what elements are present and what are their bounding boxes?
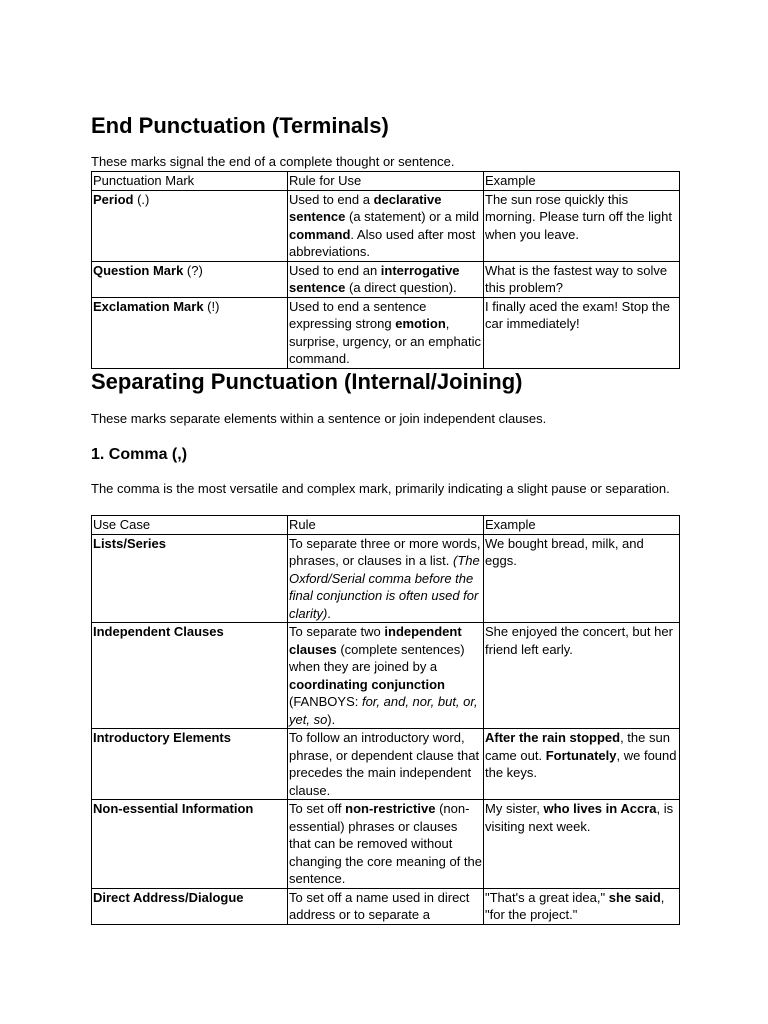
text-run: (?) [183, 262, 203, 278]
comma-table [91, 515, 680, 925]
table-cell [288, 800, 484, 889]
bold-text: Exclamation Mark [93, 298, 204, 314]
table-cell [92, 729, 288, 800]
section-heading-end-punctuation: End Punctuation (Terminals) [91, 113, 389, 138]
table-header-cell: Rule [288, 516, 484, 535]
table-header-row [92, 172, 680, 191]
section-heading-separating-punctuation: Separating Punctuation (Internal/Joining) [91, 369, 523, 394]
bold-text: Independent Clauses [93, 624, 224, 639]
text-run: To set off a name used in direct address or to separate a [289, 889, 470, 922]
text-run: What is the fastest way to solve this problem? [485, 262, 668, 295]
bold-text: Non-essential Information [93, 801, 254, 816]
text-run: She enjoyed the concert, but her friend left early. [485, 624, 673, 657]
table-cell [484, 261, 680, 297]
bold-text: interrogative sentence [289, 262, 460, 295]
bold-text: emotion [395, 316, 446, 331]
text-run: "That's a great idea," [485, 889, 609, 905]
table-row [92, 623, 680, 729]
text-run: (complete sentences) when they are joined by a [289, 641, 465, 674]
bold-text: coordinating conjunction [289, 676, 445, 692]
table-cell [484, 623, 680, 729]
table-row [92, 190, 680, 261]
text-run: The sun rose quickly this morning. Please turn off the light when you leave. [485, 191, 672, 242]
table-row [92, 729, 680, 800]
table-row [92, 297, 680, 368]
table-header-row [92, 516, 680, 535]
table-cell [92, 297, 288, 368]
table-cell [288, 729, 484, 800]
bold-text: command [289, 226, 351, 242]
text-run: , "for the project." [485, 889, 665, 922]
table-row [92, 800, 680, 889]
bold-text: Lists/Series [93, 535, 166, 551]
text-run: Used to end a [289, 191, 374, 207]
text-run: , is visiting next week. [485, 801, 674, 834]
bold-text: who lives in Accra [543, 801, 657, 816]
table-cell [484, 297, 680, 368]
table-cell [92, 534, 288, 623]
text-run: (a statement) or a mild [345, 209, 480, 224]
text-run: (non-essential) phrases or clauses that can be removed without changing the core meaning of the sentence. [289, 801, 482, 886]
table-header-cell: Punctuation Mark [92, 172, 288, 191]
bold-text: Question Mark [93, 262, 184, 278]
text-run: (a direct question). [345, 280, 457, 295]
text-run: . [327, 605, 331, 621]
text-run: (!) [203, 298, 220, 314]
text-run: To separate three or more words, phrases, or clauses in a list. [289, 535, 481, 568]
text-run: , the sun came out. [485, 730, 670, 763]
table-cell [92, 261, 288, 297]
text-run: , we found the keys. [485, 747, 677, 780]
text-run: To follow an introductory word, phrase, or dependent clause that precedes the main independent clause. [289, 730, 480, 798]
end-punctuation-table [91, 171, 680, 369]
bold-text: Direct Address/Dialogue [93, 889, 244, 905]
section-intro-comma: The comma is the most versatile and complex mark, primarily indicating a slight pause or separation. [91, 481, 670, 496]
bold-text: non-restrictive [345, 801, 436, 816]
table-cell [288, 190, 484, 261]
table-row [92, 888, 680, 924]
table-cell [288, 534, 484, 623]
text-run: To separate two [289, 624, 385, 639]
text-run: . Also used after most abbreviations. [289, 226, 476, 259]
italic-text: (The Oxford/Serial comma before the final conjunction is often used for clarity) [289, 553, 480, 621]
table-header-cell: Use Case [92, 516, 288, 535]
table-cell [288, 888, 484, 924]
bold-text: she said [608, 889, 661, 905]
table-row [92, 534, 680, 623]
table-cell [92, 888, 288, 924]
bold-text: declarative sentence [289, 191, 442, 224]
italic-text: for, and, nor, but, or, yet, so [289, 694, 478, 727]
table-cell [484, 190, 680, 261]
text-run: We bought bread, milk, and eggs. [485, 535, 644, 568]
text-run: Used to end a sentence expressing strong [289, 298, 427, 331]
table-header-cell: Rule for Use [288, 172, 484, 191]
bold-text: independent clauses [289, 624, 462, 657]
table-cell [92, 623, 288, 729]
text-run: (FANBOYS: [289, 694, 362, 709]
section-intro-end-punctuation: These marks signal the end of a complete thought or sentence. [91, 154, 455, 169]
table-cell [92, 800, 288, 889]
table-cell [288, 261, 484, 297]
table-cell [484, 729, 680, 800]
text-run: , surprise, urgency, or an emphatic command. [289, 316, 481, 366]
text-run: To set off [289, 801, 346, 816]
subsection-heading-comma: 1. Comma (,) [91, 446, 188, 463]
table-cell [288, 623, 484, 729]
bold-text: Period [93, 191, 134, 207]
bold-text: Introductory Elements [93, 730, 231, 745]
text-run: Used to end an [289, 262, 381, 278]
table-header-cell: Example [484, 516, 680, 535]
section-intro-separating-punctuation: These marks separate elements within a sentence or join independent clauses. [91, 411, 547, 426]
table-header-cell: Example [484, 172, 680, 191]
table-cell [484, 800, 680, 889]
text-run: ). [327, 711, 336, 727]
bold-text: After the rain stopped [485, 730, 621, 745]
table-cell [484, 888, 680, 924]
table-cell [92, 190, 288, 261]
text-run: I finally aced the exam! Stop the car immediately! [485, 298, 670, 331]
table-cell [288, 297, 484, 368]
table-row [92, 261, 680, 297]
text-run: (.) [133, 191, 150, 207]
text-run: My sister, [485, 801, 544, 816]
table-cell [484, 534, 680, 623]
bold-text: Fortunately [545, 747, 617, 763]
